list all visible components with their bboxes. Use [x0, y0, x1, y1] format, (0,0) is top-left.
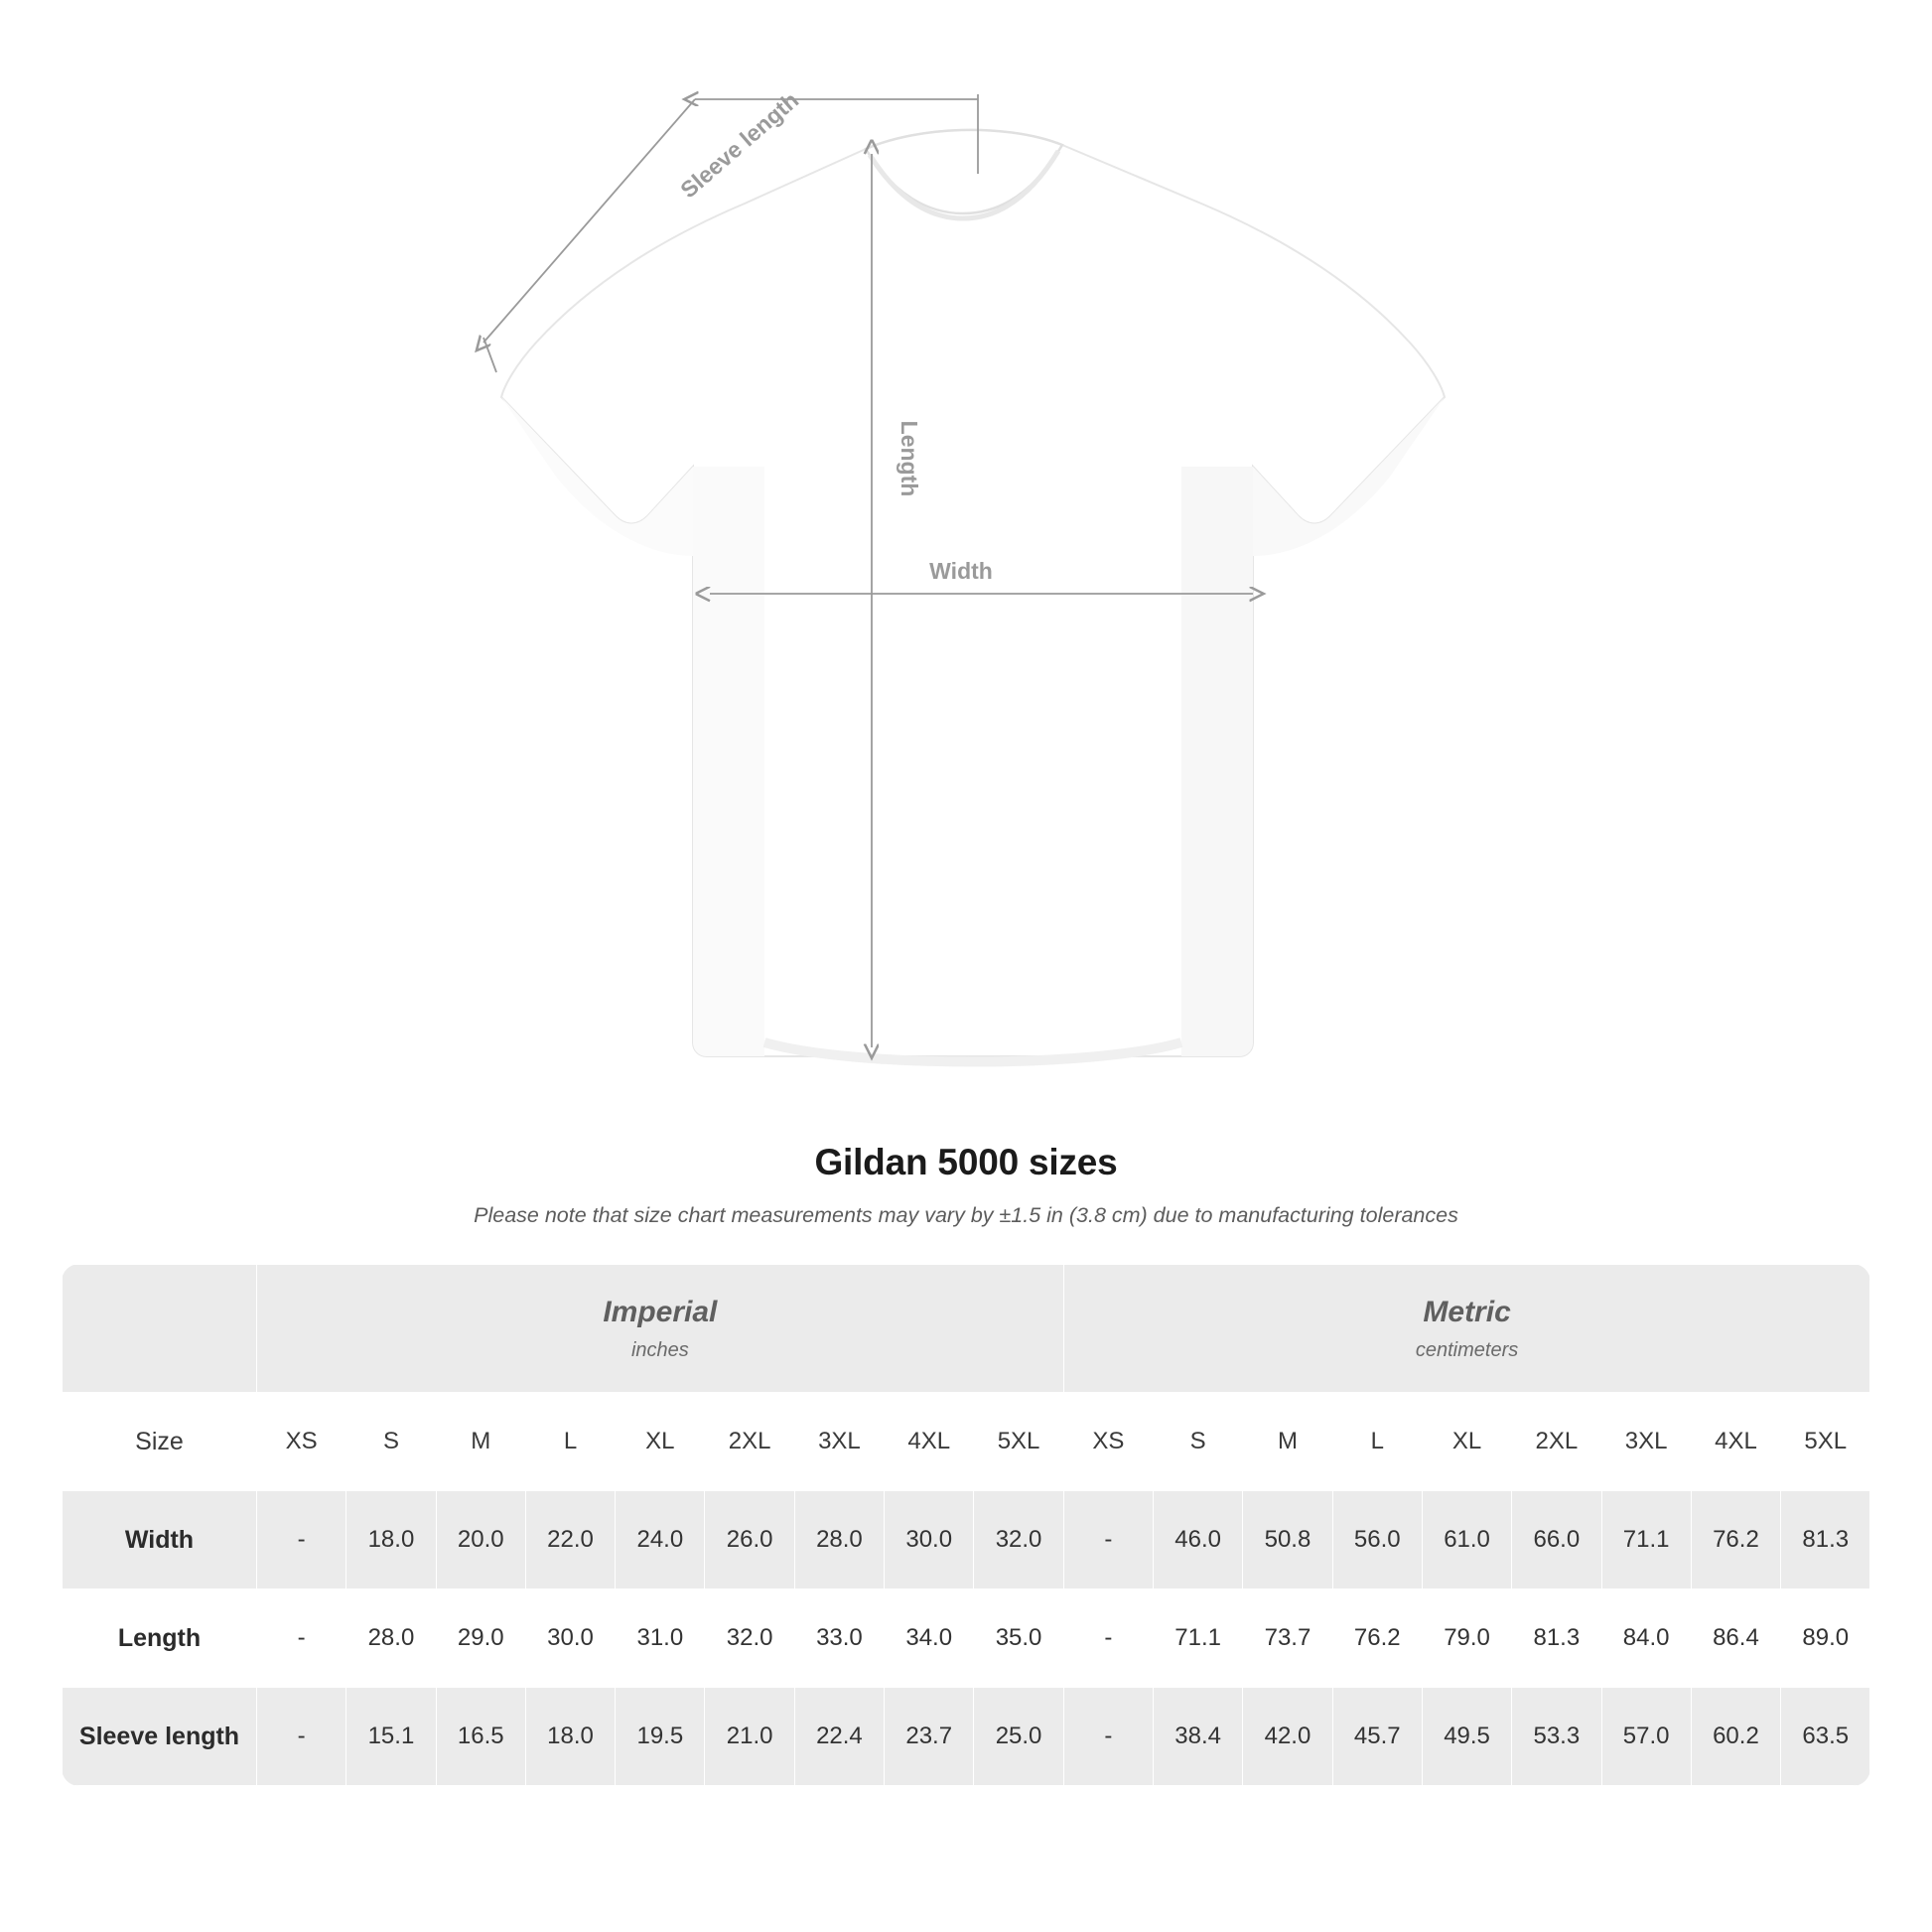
tolerance-note: Please note that size chart measurements may vary by ±1.5 in (3.8 cm) due to manufacturing tolerances: [474, 1203, 1458, 1227]
cell-length-metric-2xl: 81.3: [1512, 1589, 1601, 1688]
cell-length-metric-5xl: 89.0: [1781, 1589, 1870, 1688]
unit-group-metric: [1063, 1265, 1870, 1393]
row-label-sleeve-length: Sleeve length: [63, 1688, 257, 1786]
size-header-metric-xs: XS: [1063, 1393, 1153, 1491]
cell-length-imperial-m: 29.0: [436, 1589, 525, 1688]
cell-width-metric-5xl: 81.3: [1781, 1491, 1870, 1589]
cell-length-imperial-2xl: 32.0: [705, 1589, 794, 1688]
unit-group-imperial: [257, 1265, 1064, 1393]
unit-sub-metric: centimeters: [1415, 1338, 1519, 1361]
cell-width-imperial-s: 18.0: [346, 1491, 436, 1589]
cell-sleeve-imperial-l: 18.0: [525, 1688, 615, 1786]
unit-header-spacer: [63, 1265, 257, 1393]
page-title: Gildan 5000 sizes: [814, 1142, 1118, 1182]
size-header-metric-5xl: 5XL: [1781, 1393, 1870, 1491]
chart-heading: [0, 1142, 1932, 1228]
cell-length-imperial-4xl: 34.0: [885, 1589, 974, 1688]
size-header-row: [63, 1393, 1870, 1491]
unit-sub-imperial: inches: [630, 1338, 689, 1361]
cell-sleeve-metric-5xl: 63.5: [1781, 1688, 1870, 1786]
cell-width-imperial-m: 20.0: [436, 1491, 525, 1589]
size-header-metric-2xl: 2XL: [1512, 1393, 1601, 1491]
cell-sleeve-metric-l: 45.7: [1332, 1688, 1422, 1786]
cell-width-metric-m: 50.8: [1243, 1491, 1332, 1589]
cell-width-metric-2xl: 66.0: [1512, 1491, 1601, 1589]
cell-width-metric-l: 56.0: [1332, 1491, 1422, 1589]
cell-sleeve-metric-4xl: 60.2: [1691, 1688, 1780, 1786]
cell-sleeve-metric-2xl: 53.3: [1512, 1688, 1601, 1786]
table-row: [63, 1688, 1870, 1786]
size-header-metric-s: S: [1154, 1393, 1243, 1491]
sleeve-length-label: Sleeve length: [675, 86, 804, 204]
size-header-metric-3xl: 3XL: [1601, 1393, 1691, 1491]
cell-width-imperial-l: 22.0: [525, 1491, 615, 1589]
cell-width-imperial-2xl: 26.0: [705, 1491, 794, 1589]
cell-width-imperial-3xl: 28.0: [794, 1491, 884, 1589]
size-header-imperial-4xl: 4XL: [885, 1393, 974, 1491]
size-header-metric-l: L: [1332, 1393, 1422, 1491]
size-table: [62, 1264, 1870, 1786]
cell-length-imperial-3xl: 33.0: [794, 1589, 884, 1688]
cell-length-metric-s: 71.1: [1154, 1589, 1243, 1688]
table-row: [63, 1491, 1870, 1589]
cell-sleeve-imperial-m: 16.5: [436, 1688, 525, 1786]
size-header-imperial-xs: XS: [257, 1393, 346, 1491]
unit-name-metric: Metric: [1423, 1295, 1511, 1328]
cell-width-imperial-xs: -: [257, 1491, 346, 1589]
size-header-imperial-3xl: 3XL: [794, 1393, 884, 1491]
table-row: [63, 1589, 1870, 1688]
size-header-metric-xl: XL: [1422, 1393, 1511, 1491]
size-header-imperial-2xl: 2XL: [705, 1393, 794, 1491]
unit-header-row: [63, 1265, 1870, 1393]
cell-width-metric-3xl: 71.1: [1601, 1491, 1691, 1589]
tshirt-shape: [501, 130, 1445, 1062]
cell-sleeve-metric-xl: 49.5: [1422, 1688, 1511, 1786]
size-header-metric-4xl: 4XL: [1691, 1393, 1780, 1491]
size-header-imperial-5xl: 5XL: [974, 1393, 1063, 1491]
cell-sleeve-metric-s: 38.4: [1154, 1688, 1243, 1786]
row-label-length: Length: [63, 1589, 257, 1688]
cell-sleeve-metric-3xl: 57.0: [1601, 1688, 1691, 1786]
cell-width-imperial-5xl: 32.0: [974, 1491, 1063, 1589]
cell-sleeve-metric-m: 42.0: [1243, 1688, 1332, 1786]
cell-length-imperial-s: 28.0: [346, 1589, 436, 1688]
length-label: Length: [897, 420, 922, 497]
cell-sleeve-imperial-xs: -: [257, 1688, 346, 1786]
cell-length-metric-4xl: 86.4: [1691, 1589, 1780, 1688]
cell-sleeve-imperial-xl: 19.5: [616, 1688, 705, 1786]
cell-width-imperial-xl: 24.0: [616, 1491, 705, 1589]
cell-length-metric-xs: -: [1063, 1589, 1153, 1688]
cell-length-imperial-xs: -: [257, 1589, 346, 1688]
cell-sleeve-imperial-2xl: 21.0: [705, 1688, 794, 1786]
size-header-imperial-xl: XL: [616, 1393, 705, 1491]
cell-length-imperial-xl: 31.0: [616, 1589, 705, 1688]
width-label: Width: [929, 558, 993, 584]
cell-width-metric-xs: -: [1063, 1491, 1153, 1589]
size-table-container: [62, 1264, 1870, 1786]
cell-length-imperial-l: 30.0: [525, 1589, 615, 1688]
cell-width-metric-xl: 61.0: [1422, 1491, 1511, 1589]
unit-name-imperial: Imperial: [603, 1295, 718, 1328]
size-header-imperial-l: L: [525, 1393, 615, 1491]
cell-length-metric-l: 76.2: [1332, 1589, 1422, 1688]
cell-sleeve-metric-xs: -: [1063, 1688, 1153, 1786]
cell-width-metric-s: 46.0: [1154, 1491, 1243, 1589]
size-header-imperial-s: S: [346, 1393, 436, 1491]
cell-sleeve-imperial-s: 15.1: [346, 1688, 436, 1786]
size-header-metric-m: M: [1243, 1393, 1332, 1491]
cell-width-imperial-4xl: 30.0: [885, 1491, 974, 1589]
size-header-label: Size: [63, 1393, 257, 1491]
cell-length-metric-3xl: 84.0: [1601, 1589, 1691, 1688]
cell-length-metric-m: 73.7: [1243, 1589, 1332, 1688]
cell-sleeve-imperial-3xl: 22.4: [794, 1688, 884, 1786]
cell-length-metric-xl: 79.0: [1422, 1589, 1511, 1688]
cell-sleeve-imperial-5xl: 25.0: [974, 1688, 1063, 1786]
row-label-width: Width: [63, 1491, 257, 1589]
cell-sleeve-imperial-4xl: 23.7: [885, 1688, 974, 1786]
cell-length-imperial-5xl: 35.0: [974, 1589, 1063, 1688]
size-header-imperial-m: M: [436, 1393, 525, 1491]
cell-width-metric-4xl: 76.2: [1691, 1491, 1780, 1589]
